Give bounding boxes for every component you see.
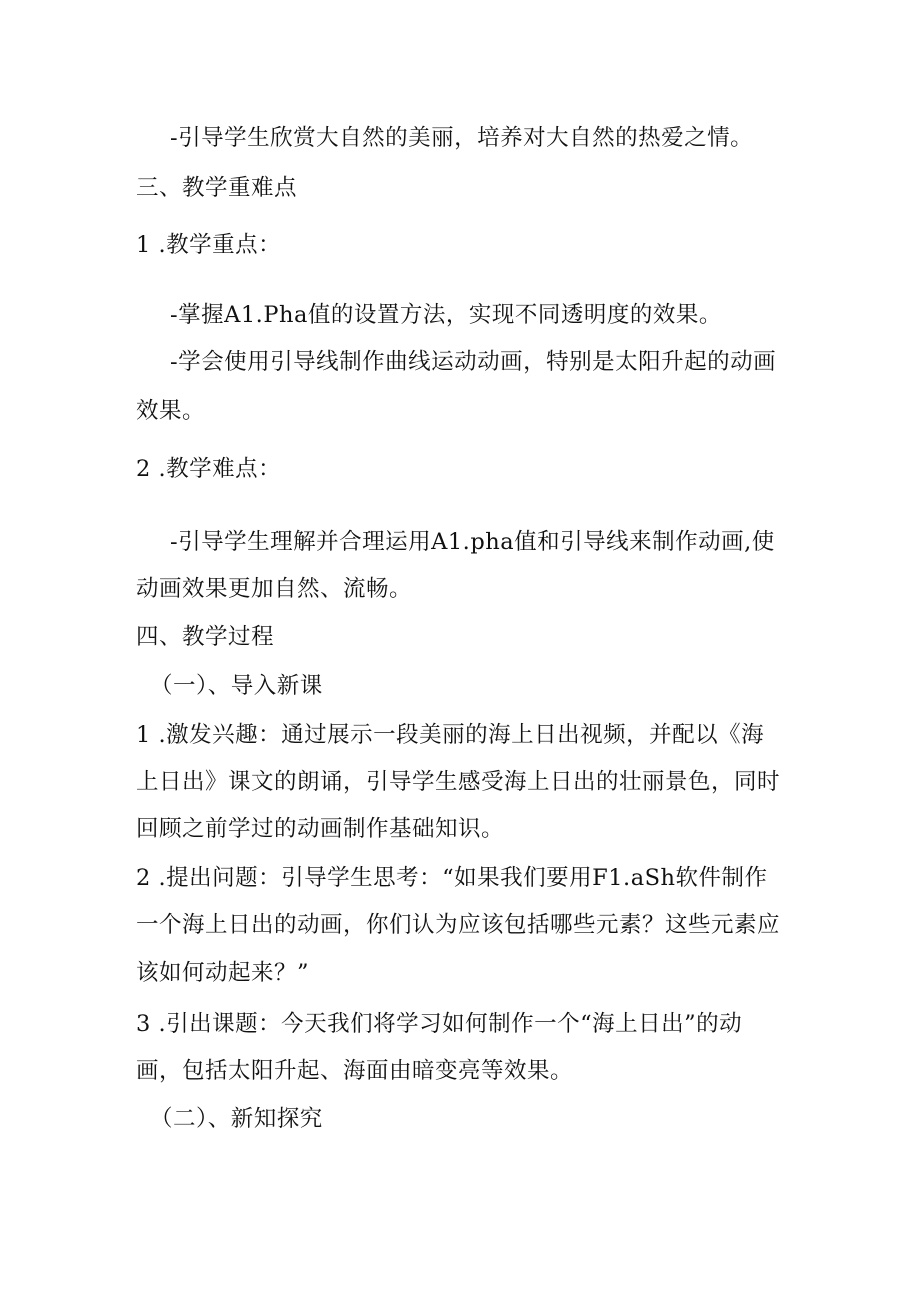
section-heading-key-points: 三、教学重难点 <box>136 175 298 201</box>
difficult-point-text-cont: 动画效果更加自然、流畅。 <box>136 576 413 602</box>
difficult-point-text: -引导学生理解并合理运用A1.pha值和引导线来制作动画,使 <box>170 529 775 555</box>
intro-item-3: 3 .引出课题：今天我们将学习如何制作一个“海上日出”的动 <box>136 1011 743 1037</box>
intro-item-2-cont-1: 一个海上日出的动画，你们认为应该包括哪些元素？这些元素应 <box>136 912 781 938</box>
subheading-key-point: 1 .教学重点： <box>136 232 282 258</box>
section-heading-process: 四、教学过程 <box>136 624 275 650</box>
intro-item-2-cont-2: 该如何动起来？” <box>136 960 310 986</box>
subheading-explore: （二）、新知探究 <box>150 1106 323 1132</box>
intro-item-1: 1 .激发兴趣：通过展示一段美丽的海上日出视频，并配以《海 <box>136 722 765 748</box>
intro-item-3-cont: 画，包括太阳升起、海面由暗变亮等效果。 <box>136 1058 574 1084</box>
key-point-guide-line-cont: 效果。 <box>136 398 206 424</box>
objective-appreciate-nature: -引导学生欣赏大自然的美丽，培养对大自然的热爱之情。 <box>170 125 754 151</box>
key-point-guide-line: -学会使用引导线制作曲线运动动画，特别是太阳升起的动画 <box>170 349 777 375</box>
intro-item-1-cont-1: 上日出》课文的朗诵，引导学生感受海上日出的壮丽景色，同时 <box>136 769 781 795</box>
intro-item-1-cont-2: 回顾之前学过的动画制作基础知识。 <box>136 816 505 842</box>
subheading-intro: （一）、导入新课 <box>150 673 323 699</box>
intro-item-2: 2 .提出问题：引导学生思考：“如果我们要用F1.aSh软件制作 <box>136 865 768 891</box>
subheading-difficult-point: 2 .教学难点： <box>136 456 282 482</box>
key-point-alpha: -掌握A1.Pha值的设置方法，实现不同透明度的效果。 <box>170 302 722 328</box>
